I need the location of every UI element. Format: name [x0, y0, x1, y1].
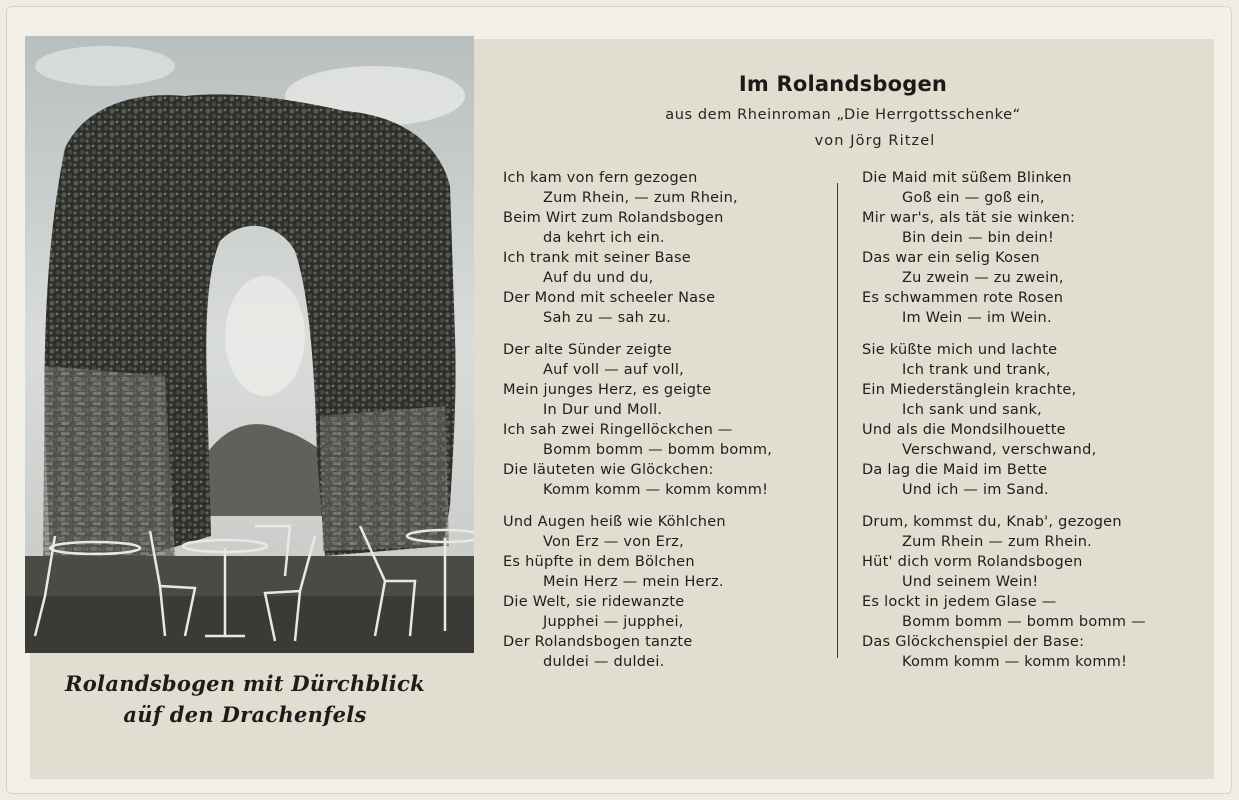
verse-line: Bin dein — bin dein!: [902, 230, 1055, 246]
verse-line: Mir war's, als tät sie winken:: [862, 210, 1076, 226]
verse-line: da kehrt ich ein.: [543, 230, 665, 246]
verse-line: Komm komm — komm komm!: [543, 482, 769, 498]
verse-line: Ich trank und trank,: [902, 362, 1051, 378]
verse-line: Da lag die Maid im Bette: [862, 462, 1048, 478]
verse-line: Komm komm — komm komm!: [902, 654, 1128, 670]
verse-line: Der Mond mit scheeler Nase: [503, 290, 716, 306]
photo-caption: [30, 668, 460, 730]
verse-line: Die Welt, sie ridewanzte: [503, 594, 685, 610]
stanza: [503, 512, 833, 672]
verse-line: Die läuteten wie Glöckchen:: [503, 462, 714, 478]
verse-line: In Dur und Moll.: [543, 402, 663, 418]
verse-line: Der alte Sünder zeigte: [503, 342, 672, 358]
verse-line: Es lockt in jedem Glase —: [862, 594, 1057, 610]
verse-line: Der Rolandsbogen tanzte: [503, 634, 693, 650]
stanza: [503, 340, 833, 500]
verse-line: Bomm bomm — bomm bomm,: [543, 442, 773, 458]
verse-line: Ich trank mit seiner Base: [503, 250, 691, 266]
verse-line: Sah zu — sah zu.: [543, 310, 672, 326]
verse-line: Ich kam von fern gezogen: [503, 170, 698, 186]
verse-line: Zum Rhein, — zum Rhein,: [543, 190, 738, 206]
caption-line-1: Rolandsbogen mit Dürchblick: [64, 671, 425, 696]
verse-line: Drum, kommst du, Knab', gezogen: [862, 514, 1122, 530]
verse-line: Jupphei — jupphei,: [543, 614, 684, 630]
verse-line: Sie küßte mich und lachte: [862, 342, 1058, 358]
verse-line: Das war ein selig Kosen: [862, 250, 1040, 266]
caption-line-2: aüf den Drachenfels: [123, 702, 367, 727]
column-divider: [837, 183, 838, 658]
verse-line: Verschwand, verschwand,: [902, 442, 1097, 458]
verse-line: Das Glöckchenspiel der Base:: [862, 634, 1085, 650]
verse-line: Von Erz — von Erz,: [543, 534, 685, 550]
verse-line: Im Wein — im Wein.: [902, 310, 1052, 326]
verse-line: Auf du und du,: [543, 270, 654, 286]
verse-line: Ich sank und sank,: [902, 402, 1043, 418]
verse-line: Auf voll — auf voll,: [543, 362, 684, 378]
verse-line: Und Augen heiß wie Köhlchen: [503, 514, 726, 530]
verse-line: Bomm bomm — bomm bomm —: [902, 614, 1146, 630]
stanza: [503, 168, 833, 328]
verse-line: Zum Rhein — zum Rhein.: [902, 534, 1093, 550]
verse-line: Ein Miederstänglein krachte,: [862, 382, 1077, 398]
verse-line: Und als die Mondsilhouette: [862, 422, 1066, 438]
verse-line: Und ich — im Sand.: [902, 482, 1049, 498]
verse-line: Ich sah zwei Ringellöckchen —: [503, 422, 733, 438]
verse-line: Mein junges Herz, es geigte: [503, 382, 712, 398]
verse-line: duldei — duldei.: [543, 654, 665, 670]
verse-line: Hüt' dich vorm Rolandsbogen: [862, 554, 1083, 570]
stanza: [862, 340, 1192, 500]
verse-line: Goß ein — goß ein,: [902, 190, 1045, 206]
verse-line: Es hüpfte in dem Bölchen: [503, 554, 695, 570]
verse-line: Es schwammen rote Rosen: [862, 290, 1064, 306]
rolandsbogen-photo: [25, 36, 474, 653]
poem-subtitle: aus dem Rheinroman „Die Herrgottsschenke“: [665, 107, 1021, 123]
stanza: [862, 168, 1192, 328]
verse-line: Die Maid mit süßem Blinken: [862, 170, 1072, 186]
verse-line: Zu zwein — zu zwein,: [902, 270, 1064, 286]
verse-line: Und seinem Wein!: [902, 574, 1039, 590]
verse-line: Mein Herz — mein Herz.: [543, 574, 724, 590]
poem-column-right: [862, 168, 1192, 684]
poem-author: von Jörg Ritzel: [814, 133, 936, 149]
poem-title: Im Rolandsbogen: [738, 72, 948, 96]
stanza: [862, 512, 1192, 672]
poem-column-left: [503, 168, 833, 684]
verse-line: Beim Wirt zum Rolandsbogen: [503, 210, 724, 226]
